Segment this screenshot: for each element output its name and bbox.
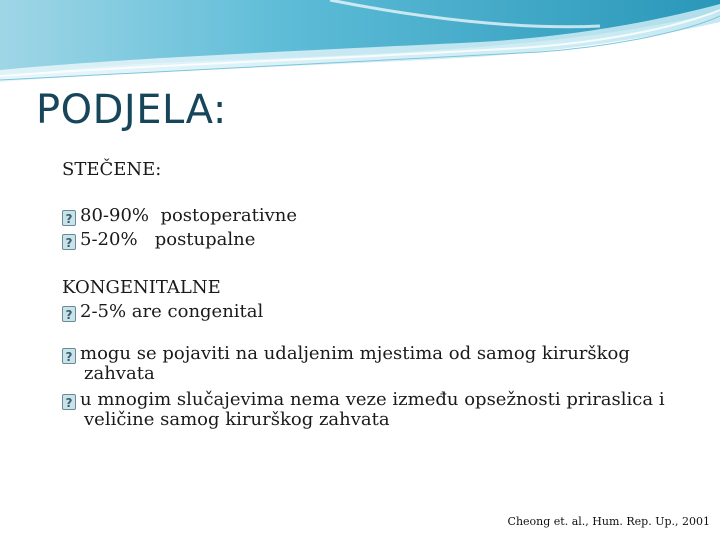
note-item: [62, 390, 684, 430]
bullet-icon: ?: [62, 394, 76, 410]
list-item: [62, 204, 682, 228]
note-item: [62, 344, 684, 384]
congenital-heading: KONGENITALNE: [62, 277, 221, 298]
list-item-text: 5-20% postupalne: [80, 229, 256, 250]
bullet-icon: ?: [62, 306, 76, 322]
acquired-heading: STEČENE:: [62, 159, 162, 180]
list-item-text: 80-90% postoperativne: [80, 205, 298, 226]
bullet-icon: ?: [62, 210, 76, 226]
slide-body: [62, 158, 682, 430]
note-text: mogu se pojaviti na udaljenim mjestima od samog kirurškog zahvata: [80, 343, 630, 384]
list-item-text: 2-5% are congenital: [80, 301, 264, 322]
list-item: [62, 300, 682, 324]
bullet-icon: ?: [62, 234, 76, 250]
bullet-icon: ?: [62, 348, 76, 364]
note-text: u mnogim slučajevima nema veze između opsežnosti priraslica i veličine samog kirurškog zahvata: [80, 389, 665, 430]
citation: Cheong et. al., Hum. Rep. Up., 2001: [507, 515, 710, 528]
header-wave-decoration: [0, 0, 720, 90]
slide-title: PODJELA:: [36, 87, 227, 133]
list-item: [62, 228, 682, 252]
